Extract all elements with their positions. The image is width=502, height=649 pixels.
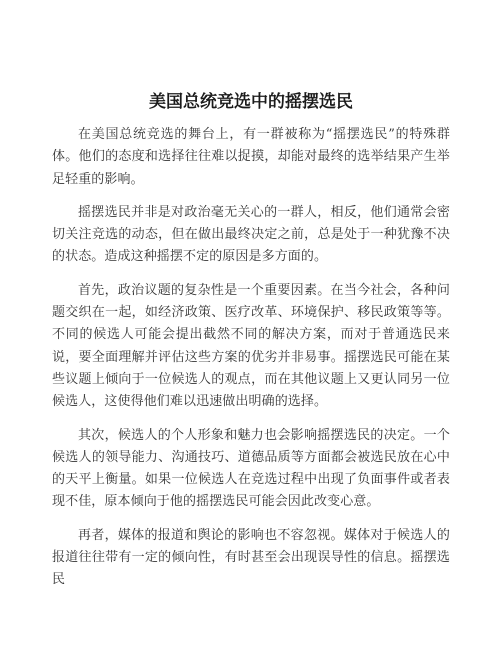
paragraph-3: 首先，政治议题的复杂性是一个重要因素。在当今社会，各种问题交织在一起，如经济政策、医疗改革、环境保护、移民政策等等。不同的候选人可能会提出截然不同的解决方案，而对于普通选民来说，要全面理解并评估这些方案的优劣并非易事。摇摆选民可能在某些议题上倾向于一位候选人的观点，而在其他议题上又更认同另一位候选人，这使得他们难以迅速做出明确的选择。 [52,282,450,410]
document-title: 美国总统竞选中的摇摆选民 [149,92,353,112]
paragraph-5: 再者，媒体的报道和舆论的影响也不容忽视。媒体对于候选人的报道往往带有一定的倾向性，有时甚至会出现误导性的信息。摇摆选民 [52,527,450,588]
paragraph-1: 在美国总统竞选的舞台上，有一群被称为“摇摆选民”的特殊群体。他们的态度和选择往往难以捉摸，却能对最终的选举结果产生举足轻重的影响。 [52,127,450,187]
paragraph-4: 其次，候选人的个人形象和魅力也会影响摇摆选民的决定。一个候选人的领导能力、沟通技巧、道德品质等方面都会被选民放在心中的天平上衡量。如果一位候选人在竞选过程中出现了负面事件或者表现不佳，原本倾向于他的摇摆选民可能会因此改变心意。 [52,427,450,510]
paragraph-2: 摇摆选民并非是对政治毫无关心的一群人，相反，他们通常会密切关注竞选的动态，但在做出最终决定之前，总是处于一种犹豫不决的状态。造成这种摇摆不定的原因是多方面的。 [52,204,450,265]
